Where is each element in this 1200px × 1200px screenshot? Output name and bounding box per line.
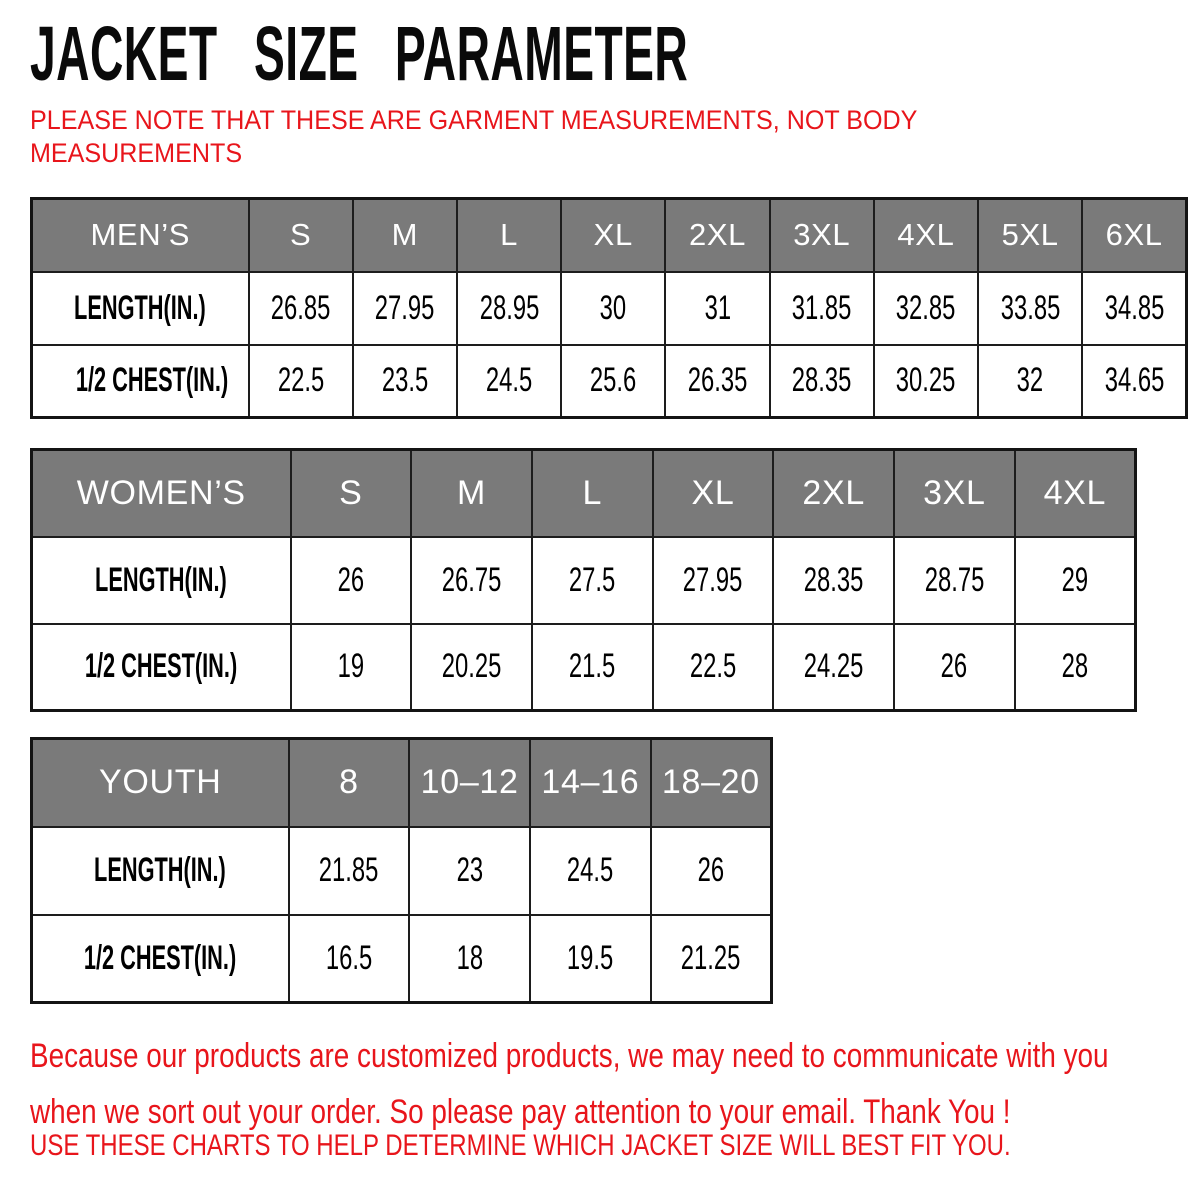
- row-label: LENGTH(IN.): [74, 288, 207, 327]
- row-label-cell: [32, 272, 249, 345]
- measurement-value-cell: [289, 915, 410, 1003]
- measurement-value-cell: [532, 624, 653, 711]
- measurement-value: 23.5: [381, 361, 428, 400]
- mens-size-header-cell: [665, 199, 769, 272]
- measurement-value-cell: [1015, 624, 1136, 711]
- header-label: XL: [691, 473, 735, 512]
- header-label: XL: [593, 217, 633, 253]
- measurement-value: 29: [1061, 560, 1089, 599]
- page-title-text: JACKET SIZE PARAMETER: [30, 11, 689, 97]
- row-label: LENGTH(IN.): [94, 851, 227, 889]
- header-label: YOUTH: [99, 763, 222, 802]
- youth-header-row: [32, 739, 772, 827]
- mens-size-header-cell: [978, 199, 1082, 272]
- measurement-value-cell: [651, 915, 772, 1003]
- womens-size-table: [30, 448, 1137, 712]
- measurement-value-cell: [530, 827, 651, 915]
- mens-measurement-row: [32, 272, 1187, 345]
- measurement-value-cell: [1082, 345, 1186, 418]
- womens-size-header-cell: [653, 450, 774, 537]
- header-label: 8: [339, 763, 359, 802]
- measurement-value: 28.75: [924, 560, 985, 599]
- measurement-value: 28.35: [803, 560, 864, 599]
- measurement-value: 22.5: [277, 361, 324, 400]
- row-label-cell: [32, 537, 291, 624]
- measurement-value: 26.75: [441, 560, 502, 599]
- measurement-value-cell: [409, 827, 530, 915]
- measurement-value: 24.25: [803, 647, 864, 686]
- measurement-value: 27.95: [683, 560, 743, 599]
- mens-size-table: [30, 197, 1188, 419]
- measurement-value: 31: [704, 288, 731, 327]
- womens-measurement-row: [32, 537, 1136, 624]
- measurement-value-cell: [353, 272, 457, 345]
- youth-size-header-cell: [289, 739, 410, 827]
- measurement-value-cell: [978, 272, 1082, 345]
- mens-size-header-cell: [561, 199, 665, 272]
- measurement-value-cell: [291, 624, 412, 711]
- header-label: 10–12: [420, 763, 519, 802]
- row-label: LENGTH(IN.): [95, 560, 228, 599]
- header-label: 2XL: [802, 473, 865, 512]
- measurement-value-cell: [665, 272, 769, 345]
- measurement-value-cell: [457, 345, 561, 418]
- measurement-value: 26.35: [687, 361, 748, 400]
- measurement-value-cell: [409, 915, 530, 1003]
- header-label: S: [289, 217, 312, 253]
- womens-size-header-cell: [773, 450, 894, 537]
- chart-usage-note: USE THESE CHARTS TO HELP DETERMINE WHICH JACKET SIZE WILL BEST FIT YOU.: [30, 1129, 1011, 1162]
- womens-size-header-cell: [291, 450, 412, 537]
- youth-size-header-cell: [409, 739, 530, 827]
- womens-size-header-cell: [894, 450, 1015, 537]
- measurement-value-cell: [653, 624, 774, 711]
- measurement-value-cell: [770, 272, 874, 345]
- note-line: MEASUREMENTS: [30, 138, 243, 168]
- measurement-value: 19.5: [567, 938, 614, 977]
- page-title: [30, 11, 1127, 97]
- measurement-value-cell: [561, 345, 665, 418]
- measurement-value-cell: [874, 345, 978, 418]
- measurement-value: 27.95: [375, 288, 435, 327]
- header-label: 3XL: [793, 217, 851, 253]
- measurement-value-cell: [291, 537, 412, 624]
- row-label-cell: [32, 345, 249, 418]
- header-label: 6XL: [1105, 217, 1163, 253]
- row-label: 1/2 CHEST(IN.): [85, 647, 238, 686]
- womens-size-header-cell: [1015, 450, 1136, 537]
- measurement-value-cell: [773, 537, 894, 624]
- header-label: 3XL: [923, 473, 986, 512]
- row-label: 1/2 CHEST(IN.): [84, 938, 237, 977]
- measurement-value: 20.25: [441, 647, 502, 686]
- measurement-value-cell: [651, 827, 772, 915]
- measurement-value: 26: [337, 560, 365, 599]
- measurement-value-cell: [561, 272, 665, 345]
- row-label-cell: [32, 915, 289, 1003]
- measurement-value-cell: [1082, 272, 1186, 345]
- header-label: M: [457, 473, 487, 512]
- youth-size-header-cell: [651, 739, 772, 827]
- measurement-value: 33.85: [1000, 288, 1060, 327]
- header-label: 2XL: [688, 217, 746, 253]
- measurement-value-cell: [289, 827, 410, 915]
- measurement-value-cell: [665, 345, 769, 418]
- mens-size-header-cell: [874, 199, 978, 272]
- mens-measurement-row: [32, 345, 1187, 418]
- measurement-value: 21.5: [569, 647, 616, 686]
- measurement-value: 24.5: [567, 851, 614, 889]
- measurement-value-cell: [249, 272, 353, 345]
- measurement-value: 30: [600, 288, 627, 327]
- measurement-value-cell: [874, 272, 978, 345]
- measurement-value: 25.6: [590, 361, 637, 400]
- measurement-value: 18: [456, 938, 483, 977]
- measurement-value: 28: [1061, 647, 1089, 686]
- notice-line: Because our products are customized products, we may need to communicate with you: [30, 1037, 1109, 1075]
- measurement-value-cell: [653, 537, 774, 624]
- row-label-cell: [32, 827, 289, 915]
- header-label: 18–20: [661, 763, 760, 802]
- youth-table-title-cell: [32, 739, 289, 827]
- measurement-value-cell: [353, 345, 457, 418]
- measurement-value-cell: [530, 915, 651, 1003]
- womens-measurement-row: [32, 624, 1136, 711]
- measurement-value: 34.85: [1104, 288, 1164, 327]
- youth-measurement-row: [32, 827, 772, 915]
- measurement-value: 19: [337, 647, 365, 686]
- mens-size-header-cell: [770, 199, 874, 272]
- mens-size-header-cell: [457, 199, 561, 272]
- youth-size-table: [30, 737, 773, 1004]
- measurement-value-cell: [1015, 537, 1136, 624]
- measurement-value-cell: [411, 624, 532, 711]
- measurement-value: 27.5: [569, 560, 616, 599]
- measurement-value: 32.85: [896, 288, 956, 327]
- measurement-value-cell: [978, 345, 1082, 418]
- measurement-value: 26.85: [270, 288, 331, 327]
- youth-size-header-cell: [530, 739, 651, 827]
- measurement-value-cell: [457, 272, 561, 345]
- measurement-value: 24.5: [485, 361, 533, 400]
- measurement-value: 16.5: [325, 938, 373, 977]
- measurement-value: 34.65: [1104, 361, 1164, 400]
- measurement-value-cell: [894, 624, 1015, 711]
- row-label-cell: [32, 624, 291, 711]
- mens-table-title-cell: [32, 199, 249, 272]
- womens-table-title-cell: [32, 450, 291, 537]
- header-label: M: [391, 217, 419, 253]
- measurement-value-cell: [894, 537, 1015, 624]
- youth-measurement-row: [32, 915, 772, 1003]
- header-label: WOMEN’S: [76, 473, 246, 512]
- measurement-value: 31.85: [791, 288, 852, 327]
- header-label: L: [500, 217, 518, 253]
- header-label: 4XL: [1043, 473, 1107, 512]
- measurement-value: 30.25: [896, 361, 956, 400]
- customization-notice: [30, 1028, 1200, 1140]
- header-label: L: [582, 473, 603, 512]
- measurement-value: 26: [697, 851, 725, 889]
- measurement-value: 23: [456, 851, 483, 889]
- row-label: 1/2 CHEST(IN.): [75, 361, 229, 400]
- measurement-value: 26: [941, 647, 968, 686]
- notice-line: when we sort out your order. So please pay attention to your email. Thank You !: [30, 1093, 1011, 1131]
- measurement-value-cell: [773, 624, 894, 711]
- measurement-value-cell: [770, 345, 874, 418]
- header-label: 4XL: [897, 217, 955, 253]
- header-label: 5XL: [1001, 217, 1059, 253]
- measurement-value-cell: [249, 345, 353, 418]
- measurement-value-cell: [532, 537, 653, 624]
- mens-size-header-cell: [1082, 199, 1186, 272]
- garment-measurement-note: [30, 104, 984, 170]
- womens-header-row: [32, 450, 1136, 537]
- measurement-value: 28.35: [791, 361, 852, 400]
- womens-size-header-cell: [532, 450, 653, 537]
- note-line: PLEASE NOTE THAT THESE ARE GARMENT MEASUREMENTS, NOT BODY: [30, 105, 918, 135]
- measurement-value-cell: [411, 537, 532, 624]
- womens-size-header-cell: [411, 450, 532, 537]
- measurement-value: 21.25: [681, 938, 741, 977]
- mens-size-header-cell: [353, 199, 457, 272]
- header-label: 14–16: [541, 763, 640, 802]
- measurement-value: 32: [1016, 361, 1044, 400]
- measurement-value: 28.95: [479, 288, 539, 327]
- header-label: MEN’S: [90, 217, 191, 253]
- measurement-value: 21.85: [319, 851, 379, 889]
- mens-size-header-cell: [249, 199, 353, 272]
- measurement-value: 22.5: [689, 647, 737, 686]
- mens-header-row: [32, 199, 1187, 272]
- header-label: S: [339, 473, 363, 512]
